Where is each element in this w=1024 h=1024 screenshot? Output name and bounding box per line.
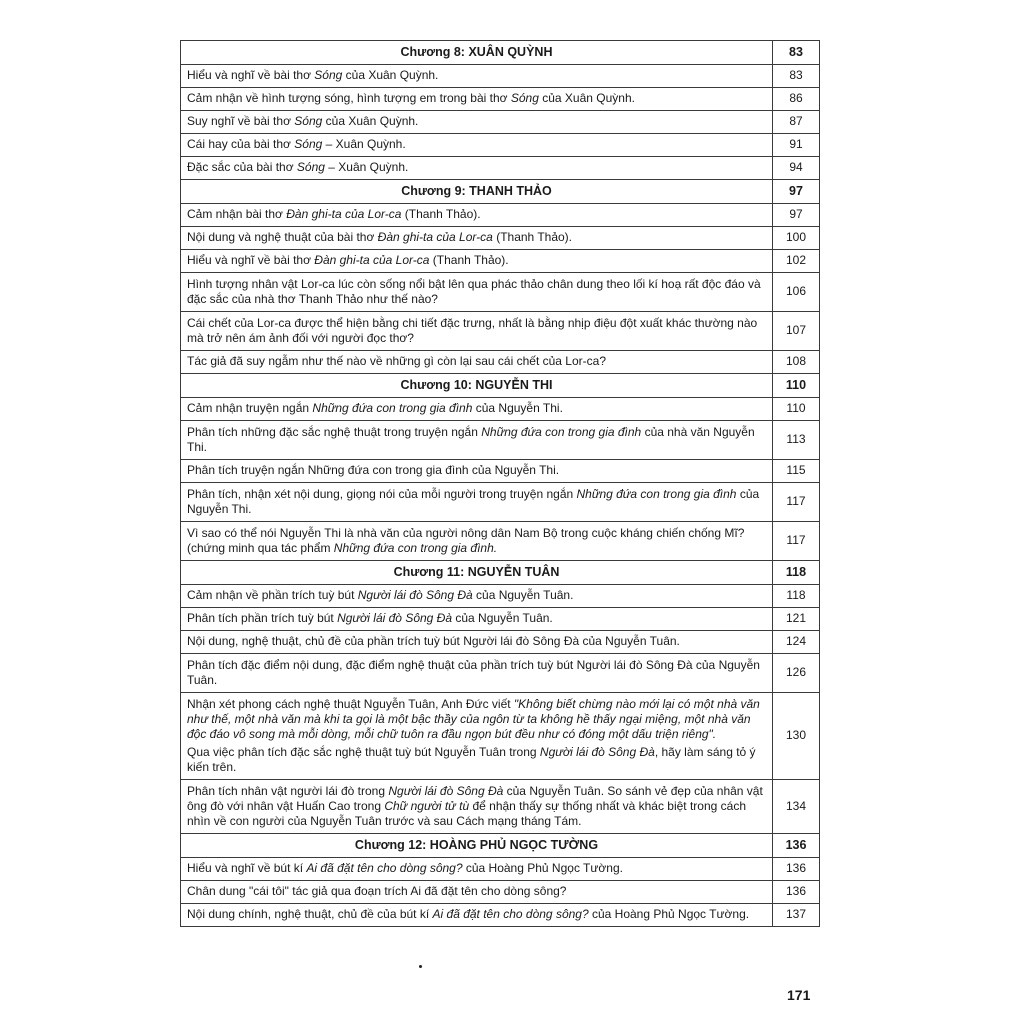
entry-text: (Thanh Thảo).: [401, 207, 481, 221]
entry-title: [181, 881, 773, 904]
italic-title-text: Người lái đò Sông Đà: [337, 611, 453, 625]
entry-text: Đặc sắc của bài thơ: [187, 160, 297, 174]
entry-text: Cảm nhận truyện ngắn: [187, 401, 313, 415]
entry-page-number: 91: [773, 134, 820, 157]
entry-page-number: 83: [773, 41, 820, 65]
entry-text: của Xuân Quỳnh.: [538, 91, 635, 105]
entry-page-number: 83: [773, 65, 820, 88]
entry-page-number: 94: [773, 157, 820, 180]
toc-entry-row: [181, 88, 820, 111]
entry-title: [181, 134, 773, 157]
entry-text: Nội dung, nghệ thuật, chủ đề của phần trích tuỳ bút Người lái đò Sông Đà của Nguyễn Tuân.: [187, 634, 680, 648]
entry-page-number: 134: [773, 780, 820, 834]
entry-title: [181, 157, 773, 180]
entry-text: Qua việc phân tích đặc sắc nghệ thuật tuỳ bút Nguyễn Tuân trong: [187, 745, 540, 759]
italic-title-text: Đàn ghi-ta của Lor-ca: [377, 230, 493, 244]
entry-page-number: 121: [773, 608, 820, 631]
entry-page-number: 106: [773, 273, 820, 312]
entry-title: [181, 273, 773, 312]
chapter-heading-row: [181, 561, 820, 585]
entry-text: của Nguyễn Thi.: [472, 401, 563, 415]
italic-title-text: "Không biết chừng nào mới lại có một nhà văn như thế, một nhà văn mà khi ta gọi là một bậc thầy của ngôn từ ta không hề thấy ngại miệng, một nhà văn độc đáo vô song mà mỗi dòng, mỗi chữ tuôn ra đầu ngọn bút đều như có đóng một dấu triện riêng".: [187, 697, 760, 741]
chapter-heading-row: [181, 180, 820, 204]
entry-text: của nhà văn Nguyễn Thi.: [187, 425, 755, 454]
entry-text: Chương 12: HOÀNG PHỦ NGỌC TƯỜNG: [354, 838, 599, 852]
toc-entry-row: [181, 250, 820, 273]
toc-entry-row: [181, 65, 820, 88]
entry-page-number: 87: [773, 111, 820, 134]
entry-page-number: 118: [773, 561, 820, 585]
entry-title: [181, 522, 773, 561]
entry-text: , hãy làm sáng tỏ ý kiến trên.: [187, 745, 756, 774]
entry-text: Phân tích, nhận xét nội dung, giọng nói của mỗi người trong truyện ngắn: [187, 487, 577, 501]
italic-title-text: Người lái đò Sông Đà: [357, 588, 473, 602]
entry-page-number: 113: [773, 421, 820, 460]
entry-text: Phân tích phần trích tuỳ bút: [187, 611, 338, 625]
entry-title: [181, 312, 773, 351]
chapter-title: [181, 834, 773, 858]
toc-entry-row: [181, 204, 820, 227]
toc-entry-row: [181, 522, 820, 561]
entry-page-number: 110: [773, 374, 820, 398]
entry-text: của Hoàng Phủ Ngọc Tường.: [588, 907, 750, 921]
toc-entry-row: [181, 693, 820, 780]
entry-title: [181, 250, 773, 273]
entry-text: – Xuân Quỳnh.: [324, 160, 409, 174]
entry-text: của Nguyễn Tuân.: [472, 588, 574, 602]
entry-page-number: 117: [773, 522, 820, 561]
entry-title: [181, 904, 773, 927]
entry-text: Phân tích những đặc sắc nghệ thuật trong truyện ngắn: [187, 425, 482, 439]
entry-page-number: 124: [773, 631, 820, 654]
entry-page-number: 108: [773, 351, 820, 374]
entry-page-number: 130: [773, 693, 820, 780]
italic-title-text: Người lái đò Sông Đà: [388, 784, 504, 798]
entry-title: [181, 631, 773, 654]
entry-text: của Xuân Quỳnh.: [322, 114, 419, 128]
toc-entry-row: [181, 881, 820, 904]
entry-title: [181, 858, 773, 881]
entry-text: Cái hay của bài thơ: [187, 137, 295, 151]
entry-title: [181, 460, 773, 483]
entry-page-number: 136: [773, 881, 820, 904]
entry-text: Nội dung và nghệ thuật của bài thơ: [187, 230, 378, 244]
entry-text: Chương 11: NGUYỄN TUÂN: [393, 565, 560, 579]
chapter-heading-row: [181, 41, 820, 65]
entry-text: Chương 10: NGUYỄN THI: [400, 378, 553, 392]
italic-title-text: Sóng: [294, 114, 323, 128]
italic-title-text: Những đứa con trong gia đình: [481, 425, 642, 439]
toc-entry-row: [181, 227, 820, 250]
toc-entry-row: [181, 608, 820, 631]
entry-text: của Nguyễn Thi.: [187, 487, 760, 516]
chapter-title: [181, 180, 773, 204]
chapter-title: [181, 561, 773, 585]
entry-title: [181, 111, 773, 134]
toc-entry-row: [181, 654, 820, 693]
entry-text: Chương 8: XUÂN QUỲNH: [400, 45, 553, 59]
italic-title-text: Đàn ghi-ta của Lor-ca: [314, 253, 430, 267]
entry-title: [181, 421, 773, 460]
chapter-heading-row: [181, 834, 820, 858]
entry-page-number: 110: [773, 398, 820, 421]
entry-title: [181, 654, 773, 693]
entry-page-number: 102: [773, 250, 820, 273]
entry-text: Cảm nhận về phần trích tuỳ bút: [187, 588, 358, 602]
toc-entry-row: [181, 483, 820, 522]
italic-title-text: Sóng: [296, 160, 325, 174]
entry-title: [181, 398, 773, 421]
entry-title: [181, 585, 773, 608]
chapter-title: [181, 41, 773, 65]
entry-text: Phân tích nhân vật người lái đò trong: [187, 784, 389, 798]
entry-text: Vì sao có thể nói Nguyễn Thi là nhà văn của người nông dân Nam Bộ trong cuộc kháng chiến chống Mĩ? (chứng minh qua tác phẩm: [187, 526, 745, 555]
toc-entry-row: [181, 398, 820, 421]
toc-entry-row: [181, 157, 820, 180]
italic-title-text: Những đứa con trong gia đình: [312, 401, 473, 415]
entry-page-number: 118: [773, 585, 820, 608]
chapter-heading-row: [181, 374, 820, 398]
italic-title-text: Chữ người tử tù: [384, 799, 470, 813]
stray-dot: [419, 965, 422, 968]
entry-text: Hiểu và nghĩ về bài thơ: [187, 253, 315, 267]
italic-title-text: Ai đã đặt tên cho dòng sông?: [432, 907, 589, 921]
entry-text: Nội dung chính, nghệ thuật, chủ đề của bút kí: [187, 907, 433, 921]
italic-title-text: Những đứa con trong gia đình: [576, 487, 737, 501]
entry-page-number: 107: [773, 312, 820, 351]
entry-text: của Xuân Quỳnh.: [342, 68, 439, 82]
toc-entry-row: [181, 134, 820, 157]
entry-text: Phân tích đặc điểm nội dung, đặc điểm nghệ thuật của phần trích tuỳ bút Người lái đò Sông Đà của Nguyễn Tuân.: [187, 658, 760, 687]
toc-entry-row: [181, 904, 820, 927]
entry-text: Hiểu và nghĩ về bút kí: [187, 861, 307, 875]
entry-page-number: 126: [773, 654, 820, 693]
entry-title: [181, 227, 773, 250]
toc-entry-row: [181, 312, 820, 351]
entry-page-number: 117: [773, 483, 820, 522]
entry-text: – Xuân Quỳnh.: [322, 137, 406, 151]
italic-title-text: Người lái đò Sông Đà: [539, 745, 655, 759]
entry-title: [181, 88, 773, 111]
toc-entry-row: [181, 351, 820, 374]
italic-title-text: Sóng: [510, 91, 539, 105]
italic-title-text: Sóng: [314, 68, 343, 82]
entry-title: [181, 351, 773, 374]
entry-text: Cái chết của Lor-ca được thể hiện bằng chi tiết đặc trưng, nhất là bằng nhịp điệu đột xuất khác thường nào mà trở nên ám ảnh đối với người đọc thơ?: [187, 316, 758, 345]
entry-text: Hình tượng nhân vật Lor-ca lúc còn sống nổi bật lên qua phác thảo chân dung theo lối kí hoạ rất độc đáo và đặc sắc của nhà thơ Thanh Thảo như thế nào?: [187, 277, 761, 306]
entry-text: Nhận xét phong cách nghệ thuật Nguyễn Tuân, Anh Đức viết: [187, 697, 514, 711]
toc-entry-row: [181, 631, 820, 654]
entry-text: Cảm nhận bài thơ: [187, 207, 287, 221]
entry-text: (Thanh Thảo).: [429, 253, 509, 267]
entry-text: để nhận thấy sự thống nhất và khác biệt trong cách nhìn về con người của Nguyễn Tuân trước và sau Cách mạng tháng Tám.: [187, 799, 747, 828]
entry-text: Cảm nhận về hình tượng sóng, hình tượng em trong bài thơ: [187, 91, 511, 105]
entry-text: Tác giả đã suy ngẫm như thế nào về những gì còn lại sau cái chết của Lor-ca?: [187, 354, 606, 368]
table-of-contents: [180, 40, 820, 927]
entry-title: [181, 483, 773, 522]
entry-text: của Nguyễn Tuân. So sánh vẻ đẹp của nhân vật ông đò với nhân vật Huấn Cao trong: [187, 784, 763, 813]
entry-page-number: 97: [773, 204, 820, 227]
entry-title: [181, 693, 773, 780]
entry-text: (Thanh Thảo).: [492, 230, 573, 244]
entry-text: Phân tích truyện ngắn Những đứa con trong gia đình của Nguyễn Thi.: [187, 463, 560, 477]
entry-page-number: 97: [773, 180, 820, 204]
entry-text: Chân dung "cái tôi" tác giả qua đoạn trích Ai đã đặt tên cho dòng sông?: [187, 884, 567, 898]
entry-page-number: 86: [773, 88, 820, 111]
entry-title: [181, 608, 773, 631]
entry-page-number: 100: [773, 227, 820, 250]
toc-entry-row: [181, 460, 820, 483]
italic-title-text: Đàn ghi-ta của Lor-ca: [286, 207, 402, 221]
toc-entry-row: [181, 780, 820, 834]
entry-text: của Hoàng Phủ Ngọc Tường.: [462, 861, 623, 875]
entry-title: [181, 204, 773, 227]
page-number: 171: [787, 987, 811, 1003]
toc-entry-row: [181, 111, 820, 134]
entry-page-number: 115: [773, 460, 820, 483]
italic-title-text: Những đứa con trong gia đình.: [333, 541, 498, 555]
entry-text: của Nguyễn Tuân.: [452, 611, 553, 625]
entry-text: Suy nghĩ về bài thơ: [187, 114, 295, 128]
italic-title-text: Ai đã đặt tên cho dòng sông?: [306, 861, 463, 875]
toc-entry-row: [181, 858, 820, 881]
entry-text: Chương 9: THANH THẢO: [401, 184, 552, 198]
toc-body: [181, 41, 820, 927]
chapter-title: [181, 374, 773, 398]
toc-entry-row: [181, 585, 820, 608]
toc-entry-row: [181, 273, 820, 312]
toc-entry-row: [181, 421, 820, 460]
entry-title: [181, 65, 773, 88]
entry-page-number: 137: [773, 904, 820, 927]
italic-title-text: Sóng: [294, 137, 323, 151]
entry-page-number: 136: [773, 858, 820, 881]
entry-page-number: 136: [773, 834, 820, 858]
entry-title: [181, 780, 773, 834]
entry-text: Hiểu và nghĩ về bài thơ: [187, 68, 315, 82]
